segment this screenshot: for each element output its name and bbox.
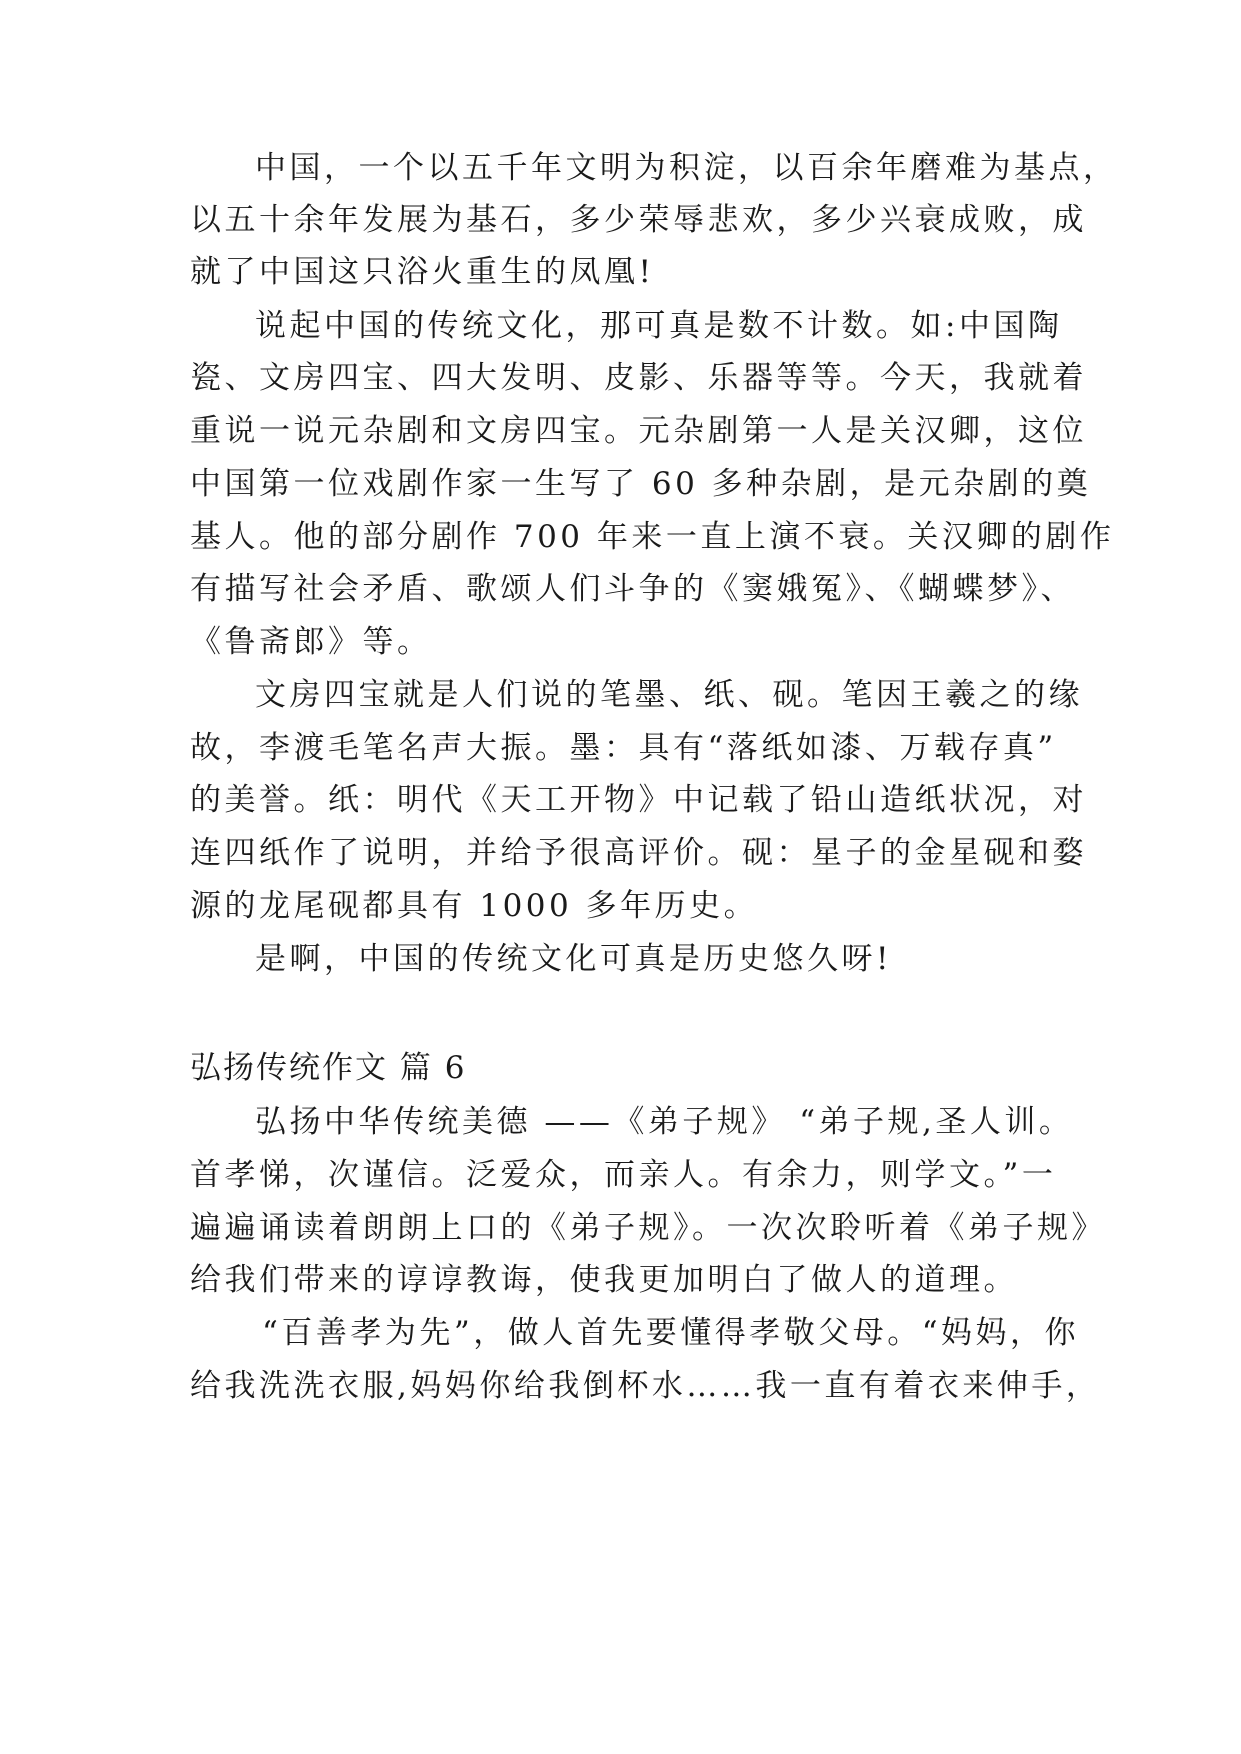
paragraph-4-line-1: 是啊，中国的传统文化可真是历史悠久呀! [255, 941, 892, 977]
paragraph-3-line-4: 连四纸作了说明，并给予很高评价。砚：星子的金星砚和婺 [190, 835, 1087, 871]
paragraph-2-line-4: 中国第一位戏剧作家一生写了 60 多种杂剧，是元杂剧的奠 [190, 466, 1092, 502]
paragraph-6-line-2: 给我洗洗衣服,妈妈你给我倒杯水……我一直有着衣来伸手， [190, 1368, 1101, 1404]
paragraph-1-line-1: 中国，一个以五千年文明为积淀，以百余年磨难为基点， [255, 150, 1118, 186]
paragraph-1-line-2: 以五十余年发展为基石，多少荣辱悲欢，多少兴衰成败，成 [190, 202, 1087, 238]
paragraph-5-line-2: 首孝悌，次谨信。泛爱众，而亲人。有余力，则学文。”一 [190, 1157, 1057, 1193]
paragraph-3-line-2: 故，李渡毛笔名声大振。墨：具有“落纸如漆、万载存真” [190, 730, 1057, 766]
paragraph-5-line-3: 遍遍诵读着朗朗上口的《弟子规》。一次次聆听着《弟子规》 [190, 1210, 1106, 1246]
paragraph-2-line-1: 说起中国的传统文化，那可真是数不计数。如:中国陶 [255, 308, 1063, 344]
paragraph-2-line-3: 重说一说元杂剧和文房四宝。元杂剧第一人是关汉卿，这位 [190, 413, 1087, 449]
paragraph-3-line-5: 源的龙尾砚都具有 1000 多年历史。 [190, 888, 759, 924]
paragraph-2-line-5: 基人。他的部分剧作 700 年来一直上演不衰。关汉卿的剧作 [190, 519, 1115, 555]
paragraph-3-line-3: 的美誉。纸：明代《天工开物》中记载了铅山造纸状况，对 [190, 782, 1087, 818]
paragraph-5-line-4: 给我们带来的谆谆教诲，使我更加明白了做人的道理。 [190, 1262, 1018, 1298]
paragraph-2-line-7: 《鲁斋郎》等。 [190, 624, 432, 660]
paragraph-6-line-1: “百善孝为先”，做人首先要懂得孝敬父母。“妈妈，你 [262, 1315, 1080, 1351]
section-heading: 弘扬传统作文 篇 6 [190, 1050, 467, 1086]
paragraph-2-line-2: 瓷、文房四宝、四大发明、皮影、乐器等等。今天，我就着 [190, 360, 1087, 396]
paragraph-2-line-6: 有描写社会矛盾、歌颂人们斗争的《窦娥冤》、《蝴蝶梦》、 [190, 571, 1075, 607]
paragraph-5-line-1: 弘扬中华传统美德 ——《弟子规》 “弟子规,圣人训。 [255, 1104, 1074, 1140]
paragraph-1-line-3: 就了中国这只浴火重生的凤凰! [190, 254, 655, 290]
paragraph-3-line-1: 文房四宝就是人们说的笔墨、纸、砚。笔因王羲之的缘 [255, 677, 1083, 713]
